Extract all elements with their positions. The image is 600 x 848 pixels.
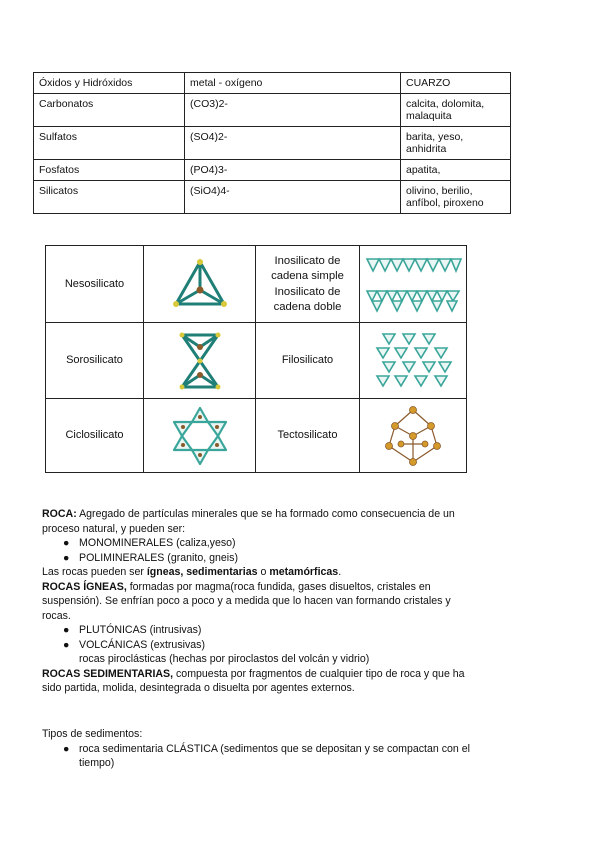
silicates-grid bbox=[45, 245, 467, 473]
cyclosilicate-diagram bbox=[144, 399, 255, 472]
table-cell-group: Silicatos bbox=[34, 181, 185, 214]
label-ciclosilicato: Ciclosilicato bbox=[65, 428, 124, 441]
table-row bbox=[34, 127, 511, 160]
table-cell-group: Fosfatos bbox=[34, 160, 185, 181]
nesosilicate-diagram bbox=[144, 246, 255, 322]
piroclasticas: rocas piroclásticas (hechas por piroclastos del volcán y vidrio) bbox=[79, 653, 370, 665]
table-cell-group: Sulfatos bbox=[34, 127, 185, 160]
body-text bbox=[42, 507, 472, 696]
table-cell-examples: barita, yeso, anhidrita bbox=[401, 127, 511, 160]
sedimentarias-definition: ROCAS SEDIMENTARIAS, compuesta por fragmentos de cualquier tipo de roca y que ha sido partida, molida, desintegrada o disuelta por agentes externos. bbox=[42, 667, 465, 694]
table-cell-group: Óxidos y Hidróxidos bbox=[34, 73, 185, 94]
table-row bbox=[34, 94, 511, 127]
roca-definition: ROCA: Agregado de partículas minerales que se ha formado como consecuencia de un proceso natural, y pueden ser: bbox=[42, 508, 455, 535]
table-cell-formula: (CO3)2- bbox=[185, 94, 401, 127]
label-filosilicato: Filosilicato bbox=[281, 354, 334, 366]
table-row bbox=[34, 73, 511, 94]
table-cell-examples: olivino, berilio, anfíbol, piroxeno bbox=[401, 181, 511, 214]
sediment-types bbox=[42, 727, 472, 771]
table-cell-formula: metal - oxígeno bbox=[185, 73, 401, 94]
tipos-sedimentos-heading: Tipos de sedimentos: bbox=[42, 728, 143, 740]
inosilicate-diagram bbox=[360, 246, 466, 322]
minerals-table bbox=[33, 72, 511, 214]
igneas-definition: ROCAS ÍGNEAS, formadas por magma(roca fundida, gases disueltos, cristales en suspensión). Se enfrían poco a poco y a medida que lo hacen van formando cristales y rocas. bbox=[42, 580, 451, 622]
table-cell-examples: apatita, bbox=[401, 160, 511, 181]
table-cell-group: Carbonatos bbox=[34, 94, 185, 127]
label-sorosilicato: Sorosilicato bbox=[66, 353, 123, 366]
table-row bbox=[34, 160, 511, 181]
list-item: ● PLUTÓNICAS (intrusivas) bbox=[63, 624, 202, 636]
list-item: ● roca sedimentaria CLÁSTICA (sedimentos que se depositan y se compactan con el tiempo) bbox=[63, 742, 470, 769]
tectosilicate-diagram bbox=[360, 399, 466, 472]
table-cell-formula: (PO4)3- bbox=[185, 160, 401, 181]
label-nesosilicato: Nesosilicato bbox=[64, 277, 125, 290]
table-cell-formula: (SO4)2- bbox=[185, 127, 401, 160]
table-cell-examples: CUARZO bbox=[401, 73, 511, 94]
label-tectosilicato: Tectosilicato bbox=[277, 429, 338, 441]
table-row bbox=[34, 181, 511, 214]
table-cell-examples: calcita, dolomita, malaquita bbox=[401, 94, 511, 127]
table-cell-formula: (SiO4)4- bbox=[185, 181, 401, 214]
phyllosilicate-diagram bbox=[360, 323, 466, 398]
list-item: ● POLIMINERALES (granito, gneis) bbox=[63, 551, 238, 564]
sorosilicate-diagram bbox=[144, 323, 255, 398]
label-inosilicatos: Inosilicato de cadena simple Inosilicato de cadena doble bbox=[271, 254, 344, 313]
list-item: ● VOLCÁNICAS (extrusivas) bbox=[63, 638, 205, 651]
list-item: ● MONOMINERALES (caliza,yeso) bbox=[63, 537, 236, 549]
tipos-rocas: Las rocas pueden ser ígneas, sedimentarias o metamórficas. bbox=[42, 566, 342, 578]
